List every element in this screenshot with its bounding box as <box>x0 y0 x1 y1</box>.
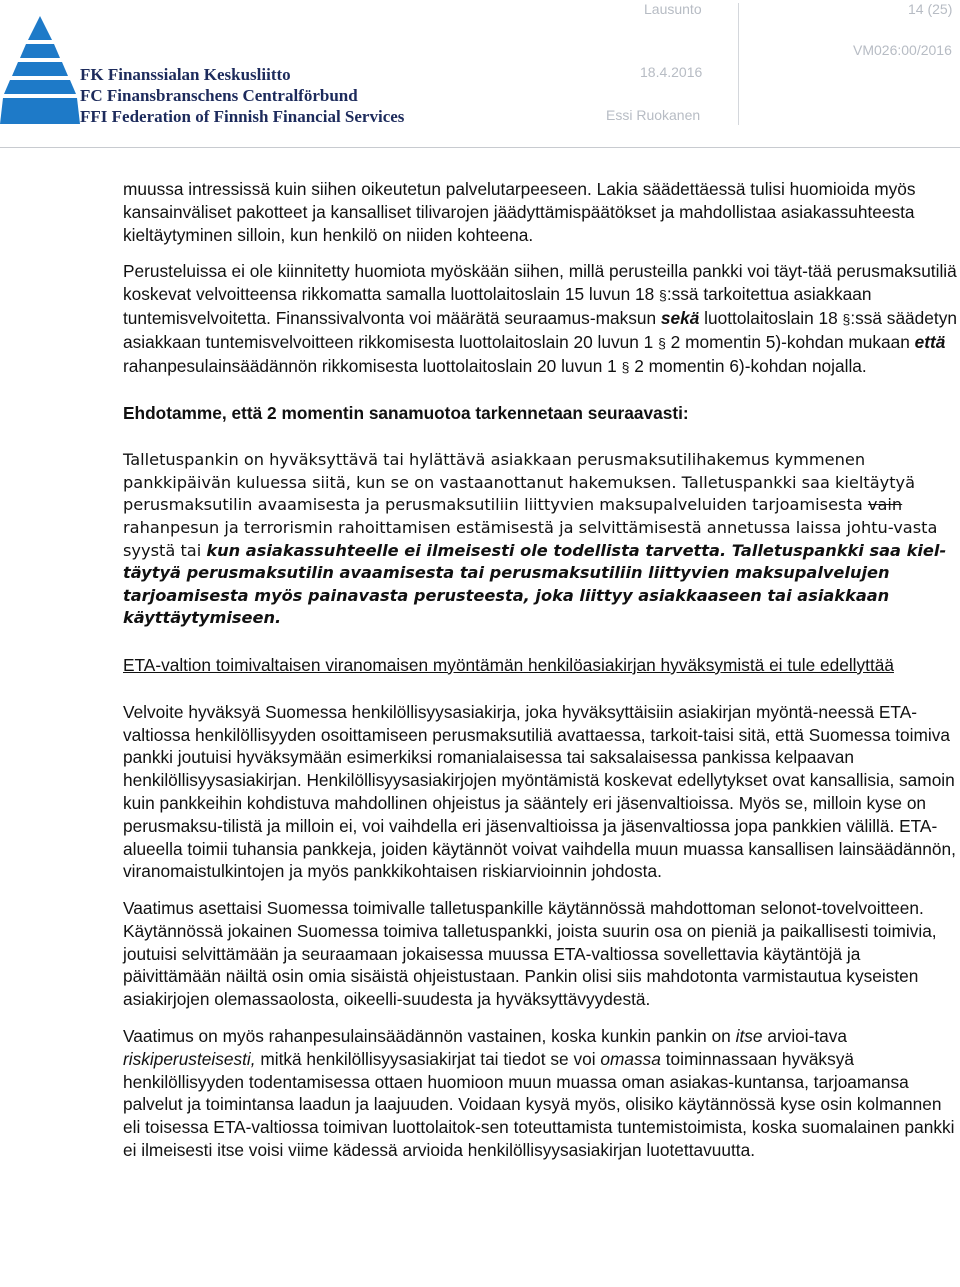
doc-type: Lausunto <box>644 1 702 17</box>
doc-date: 18.4.2016 <box>640 64 703 80</box>
section-sign: § <box>658 334 666 351</box>
struck-word: vain <box>867 495 903 515</box>
doc-author: Essi Ruokanen <box>606 107 701 123</box>
section-sign: § <box>659 287 667 304</box>
proposed-addition: kun asiakassuhteelle ei ilmeisesti ole todellista tarvetta. Talletuspankki saa kiel-täytyä perusmaksutilin avaamisesta tai perusmaksutiliin liittyvien maksupalvelujen tarjoamisesta myös painavasta perusteesta, joka liittyy asiakkaaseen tai asiakkaan käyttäytymiseen. <box>123 540 947 628</box>
document-body <box>123 178 957 1162</box>
heading-proposal: Ehdotamme, että 2 momentin sanamuotoa tarkennetaan seuraavasti: <box>123 403 689 424</box>
page-header <box>0 0 960 150</box>
paragraph-4: Vaatimus asettaisi Suomessa toimivalle talletuspankille käytännössä mahdottoman selonot-tovelvoitteen. Käytännössä jokainen Suomessa toimiva talletuspankki, joista suurin osa on pieniä ja paikallisesti toimivia, joutuisi selvittämään ja seuraamaan jokaisessa muussa ETA-valtiossa sovellettavia käytäntöjä ja päivittämään näiltä osin omia sisäistä ohjeistustaan. Pankin olisi siis mahdotonta varmistautua kyseisten asiakirjojen olemassaolosta, oikeelli-suudesta ja hyväksyttävyydestä. <box>123 898 937 1010</box>
heading-eta: ETA-valtion toimivaltaisen viranomaisen myöntämän henkilöasiakirjan hyväksymistä ei tule edellyttää <box>123 654 894 675</box>
section-sign: § <box>621 358 630 375</box>
header-divider <box>738 3 739 125</box>
ffi-logo-icon <box>0 14 80 126</box>
section-sign: § <box>842 310 851 327</box>
paragraph-2: Perusteluissa ei ole kiinnitetty huomiota myöskään siihen, millä perusteilla pankki voi täyt-tää perusmaksutiliä koskevat velvoitteensa rikkomatta samalla luottolaitoslain 15 luvun 18 §:ssä tarkoitettua asiakkaan tuntemisvelvoitetta. Finanssivalvonta voi määrätä seuraamus-maksun sekä luottolaitoslain 18 §:ssä säädetyn asiakkaan tuntemisvelvoitteen rikkomisesta luottolaitoslain 20 luvun 1 § 2 momentin 5)-kohdan mukaan että rahanpesulainsäädännön rikkomisesta luottolaitoslain 20 luvun 1 § 2 momentin 6)-kohdan nojalla. <box>123 261 957 376</box>
emphasis-seka: sekä <box>660 307 700 328</box>
doc-id: VM026:00/2016 <box>853 42 952 58</box>
organization-names <box>80 64 404 127</box>
org-name-fi: FK Finanssialan Keskusliitto <box>80 65 291 84</box>
header-rule <box>0 147 960 148</box>
emphasis-etta: että <box>914 331 946 352</box>
org-name-sv: FC Finansbranschens Centralförbund <box>80 86 358 105</box>
proposed-wording: Talletuspankin on hyväksyttävä tai hylättävä asiakkaan perusmaksutilihakemus kymmenen pankkipäivän kuluessa siitä, kun se on vastaanottanut hakemuksen. Talletuspankki saa kieltäytyä perusmaksutilin avaamisesta ja perusmaksutiliin liittyvien maksupalveluiden tarjoamisesta vain rahanpesun ja terrorismin rahoittamisen estämisestä ja selvittämisestä annetussa laissa johtu-vasta syystä tai kun asiakassuhteelle ei ilmeisesti ole todellista tarvetta. Talletuspankki saa kiel-täytyä perusmaksutilin avaamisesta tai perusmaksutiliin liittyvien maksupalvelujen tarjoamisesta myös painavasta perusteesta, joka liittyy asiakkaaseen tai asiakkaan käyttäytymiseen. <box>123 450 947 628</box>
page-number: 14 (25) <box>908 1 953 17</box>
paragraph-5: Vaatimus on myös rahanpesulainsäädännön vastainen, koska kunkin pankin on itse arvioi-tava riskiperusteisesti, mitkä henkilöllisyysasiakirjat tai tiedot se voi omassa toiminnassaan hyväksyä henkilöllisyyden todentamisessa ottaen huomioon muun muassa oman asiakas-kuntansa, tarjoamansa palvelut ja toimintansa laadun ja laajuuden. Voidaan kysyä myös, olisiko käytännössä kyse osin kolmannen eli toisessa ETA-valtiossa toimivan luottolaitok-sen toteuttamista tuntemistoimista, koska suomalainen pankki ei ilmeisesti itse voisi viime kädessä arvioida henkilöllisyysasiakirjan luotettavuutta. <box>123 1026 955 1161</box>
org-name-en: FFI Federation of Finnish Financial Services <box>80 107 405 126</box>
paragraph-1: muussa intressissä kuin siihen oikeutetun palvelutarpeeseen. Lakia säädettäessä tulisi huomioida myös kansainväliset pakotteet ja kansalliset tilivarojen jäädyttämispäätökset ja mahdollistaa asiakassuhteesta kieltäytyminen silloin, kun henkilö on niiden kohteena. <box>123 179 916 245</box>
paragraph-3: Velvoite hyväksyä Suomessa henkilöllisyysasiakirja, joka hyväksyttäisiin asiakirjan myöntä-neessä ETA-valtiossa henkilöllisyyden osoittamiseen perusmaksutiliä avattaessa, tarkoit-taisi sitä, että Suomessa toimiva pankki joutuisi hyväksymään esimerkiksi romanialaisessa tai saksalaisessa pankissa kelpaavan henkilöllisyysasiakirjan. Henkilöllisyysasiakirjojen myöntämistä koskevat edellytykset ovat kansallisia, samoin kuin pankkeihin kohdistuva mahdollinen ohjeistus ja sääntely eri jäsenvaltioissa. Myös se, milloin kyse on perusmaksu-tilistä ja milloin ei, voi vaihdella eri jäsenvaltioissa ja jäsenvaltiossa jopa pankkien välillä. ETA-alueella toimii tuhansia pankkeja, joiden käytännöt voivat vaihdella muun muassa kansallisen lainsäädännön, viranomaistulkintojen ja myös pankkikohtaisen riskiarvioinnin johdosta. <box>123 701 956 882</box>
